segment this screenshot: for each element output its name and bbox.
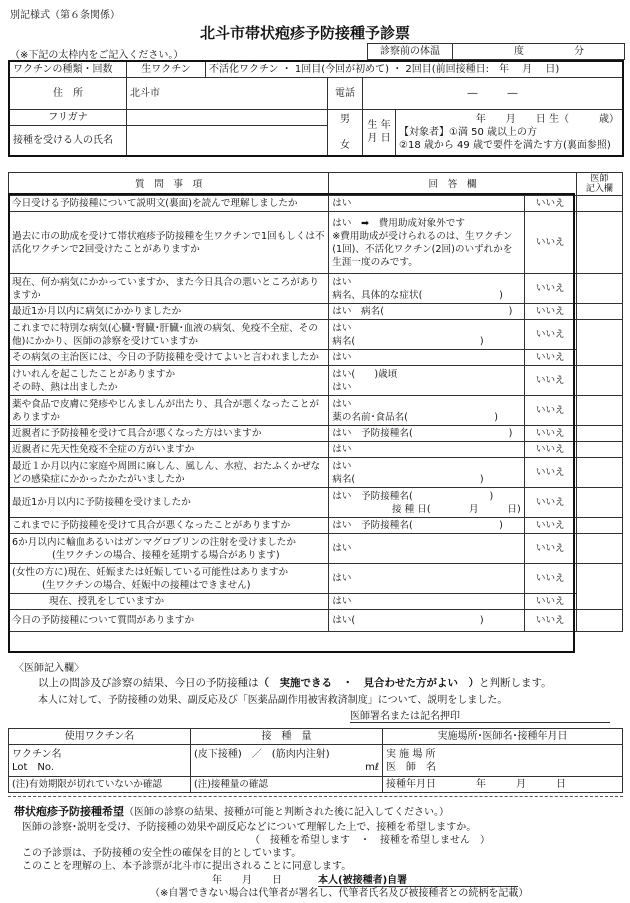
question-row: 6か月以内に輸血あるいはガンマグロブリンの注射を受けましたか (生ワクチンの場合、接種を延期する場合があります) はい いいえ [9,534,623,564]
gender-cell[interactable]: 男 女 [328,110,363,156]
temp-label: 診察前の体温 [368,44,453,60]
divider [8,796,623,797]
question-row: 今日の予防接種について質問がありますか はい( ) いいえ [9,610,623,632]
vaccine-table: 使用ワクチン名 接 種 量 実施場所･医師名･接種年月日 ワクチン名 Lot No. (皮下接種) ／ (筋肉内注射) mℓ 実 施 場 所 医 師 名 (注)有効期限が切れていないか確認 (注)接種量の確認 接種年月日 年 月 日 [8,728,623,793]
question-row: 最近1か月以内に予防接種を受けましたか はい 予防接種名( ) 接 種 日( 月 日) いいえ [9,488,623,518]
vaccine-inactive[interactable]: 不活化ワクチン ・ 1回目(今回が初めて) ・ 2回目(前回接種日: 年 月 日) [206,61,624,78]
address-label: 住 所 [9,78,127,110]
phone-value[interactable]: ― ― [363,78,624,110]
question-row: これまでに予防接種を受けて具合が悪くなったことがありますか はい 予防接種名( ) いいえ [9,518,623,534]
vaccine-live[interactable]: 生ワクチン [127,61,206,78]
question-row: 近親者に先天性免疫不全症の方がいますか はい いいえ [9,442,623,458]
furigana-input[interactable] [127,110,328,126]
questions-table [8,172,623,632]
question-row: これまでに特別な病気(心臓･腎臓･肝臓･血液の病気、免疫不全症、その他)にかかり、医師の診察を受けていますか はい 病名( ) いいえ [9,320,623,350]
page-title: 北斗市帯状疱疹予防接種予診票 [200,24,411,42]
furigana-label: フリガナ [9,110,127,126]
doctor-signature[interactable]: 医師署名または記名押印 [350,707,610,723]
doctor-heading: 〈医師記入欄〉 [14,663,84,674]
question-row: 最近１か月以内に家庭や周囲に麻しん、風しん、水痘、おたふくかぜなどの感染症にかかったかたがいましたか はい 病名( ) いいえ [9,458,623,488]
consent-date[interactable]: 年 月 日 [212,875,282,886]
target-2: ②18 歳から 49 歳で要件を満たす方(裏面参照) [399,139,611,151]
doctor-header: 医師 記入欄 [576,173,622,196]
a-header: 回 答 欄 [329,173,577,196]
address-value[interactable]: 北斗市 [127,78,328,110]
consent-line3: このことを理解の上、本予診票が北斗市に提出されることに同意します。 [22,861,352,872]
consent-title-row: 帯状疱疹予防接種希望（医師の診察の結果、接種が可能と判断された後に記入してください。） [14,805,449,818]
consent-line2: この予診票は、予防接種の安全性の確保を目的としています。 [22,848,302,859]
question-row: その病気の主治医には、今日の予防接種を受けてよいと言われましたか はい いいえ [9,350,623,366]
consent-signer[interactable]: 本人(被接種者)自署 [318,871,518,887]
personal-info-table [8,60,624,157]
consent-line1: 医師の診察･説明を受け、予防接種の効果や副反応などについて理解した上で、接種を希望しますか。 [22,822,477,833]
question-row: 薬や食品で皮膚に発疹やじんましんが出たり、具合が悪くなったことがありますか はい 薬の名前･食品名( ) いいえ [9,396,623,426]
name-label: 接種を受ける人の氏名 [9,126,127,156]
q-header: 質 問 事 項 [9,173,329,196]
question-row: 近親者に予防接種を受けて具合が悪くなった方はいますか はい 予防接種名( ) いいえ [9,426,623,442]
temperature-table [367,43,625,60]
question-row: 過去に市の助成を受けて帯状疱疹予防接種を生ワクチンで1回もしくは不活化ワクチンで2回受けたことがありますか はい ➡ 費用助成対象外です ※費用助成が受けられるのは、生ワクチン(1回)、不活化ワクチン(2回)のいずれかを生涯一度のみです。 いいえ [9,212,623,274]
question-row: (女性の方に)現在、妊娠または妊娠している可能性はありますか (生ワクチンの場合、妊娠中の接種はできません) はい いいえ [9,564,623,594]
consent-choice[interactable]: （ 接種を希望します ・ 接種を希望しません ） [250,835,490,846]
birth-label: 生 年 月 日 [363,110,396,156]
doctor-explanation: 本人に対して、予防接種の効果、副反応及び「医薬品副作用被害救済制度」について、説明をしました。 [38,695,508,706]
form-label: 別記様式（第６条関係） [10,10,120,21]
name-input[interactable] [127,126,328,156]
temp-degree[interactable]: 度 分 [453,44,625,60]
question-row: 現在、授乳をしていますか はい いいえ [9,594,623,610]
question-row: 現在、何か病気にかかっていますか、また今日具合の悪いところがありますか はい 病名、具体的な症状( ) いいえ [9,274,623,304]
question-row: けいれんを起こしたことがありますか その時、熱は出ましたか はい( )歳頃 はい いいえ [9,366,623,396]
birth-cell[interactable] [396,110,624,156]
birth-value[interactable]: 年 月 日 生（ 歳） [475,113,619,125]
phone-label: 電話 [328,78,363,110]
doctor-judgement[interactable]: 以上の問診及び診察の結果、今日の予防接種は（ 実施できる ・ 見合わせた方がよい ）と判断します。 [38,677,552,689]
instruction: （※下記の太枠内をご記入ください。） [10,50,184,61]
vaccine-label: ワクチンの種類・回数 [9,61,127,78]
target-1: 【対象者】①満 50 歳以上の方 [399,126,538,138]
question-row: 今日受ける予防接種について説明文(裏面)を読んで理解しましたか はい いいえ [9,196,623,212]
consent-footnote: （※自署できない場合は代筆者が署名し、代筆者氏名及び被接種者との続柄を記載） [150,888,529,899]
question-row: 最近1か月以内に病気にかかりましたか はい 病名( ) いいえ [9,304,623,320]
